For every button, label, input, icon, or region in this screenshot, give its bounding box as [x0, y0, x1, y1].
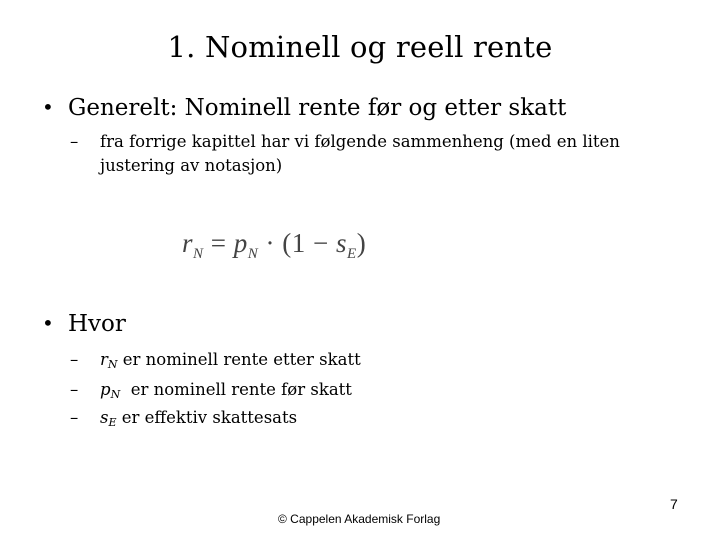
subitem-content [100, 406, 700, 435]
bullet-marker: • [42, 95, 54, 119]
formula-rhs-symbol: p [233, 228, 248, 258]
bullet-text: Generelt: Nominell rente før og etter skatt [68, 95, 567, 121]
bullet-marker: • [42, 311, 54, 335]
subitem-text: fra forrige kapittel har vi følgende sammenheng (med en liten justering av notasjon) [100, 132, 620, 175]
variable-symbol: r [100, 350, 108, 369]
slide-title: 1. Nominell og reell rente [167, 30, 553, 64]
subitem-marker: – [70, 408, 79, 427]
variable-description: er nominell rente før skatt [130, 380, 352, 399]
variable-subscript: N [110, 388, 121, 401]
subitem-content [100, 348, 700, 377]
subitem-marker: – [70, 132, 79, 151]
copyright-footer: © Cappelen Akademisk Forlag [278, 512, 441, 526]
variable-subscript: N [107, 358, 118, 371]
variable-subscript: E [108, 416, 117, 429]
formula-dot: · [265, 228, 276, 258]
subitem-marker: – [70, 380, 79, 399]
formula-open-paren: (1 − [282, 228, 329, 258]
variable-description: er nominell rente etter skatt [122, 350, 361, 369]
subitem-marker: – [70, 350, 79, 369]
formula-tax-subscript: E [347, 246, 357, 262]
formula-tax-symbol: s [336, 228, 348, 258]
formula-rhs-subscript: N [247, 246, 259, 262]
formula-close-paren: ) [356, 228, 367, 258]
page-number: 7 [670, 496, 678, 512]
subitem-content [100, 378, 700, 407]
variable-symbol: p [100, 380, 111, 399]
variable-description: er effektiv skattesats [121, 408, 298, 427]
formula-lhs-symbol: r [182, 228, 194, 258]
formula-equals: = [210, 228, 227, 258]
bullet-text: Hvor [68, 311, 126, 337]
variable-symbol: s [100, 408, 109, 427]
tax-formula [182, 228, 366, 263]
formula-lhs-subscript: N [193, 246, 204, 262]
